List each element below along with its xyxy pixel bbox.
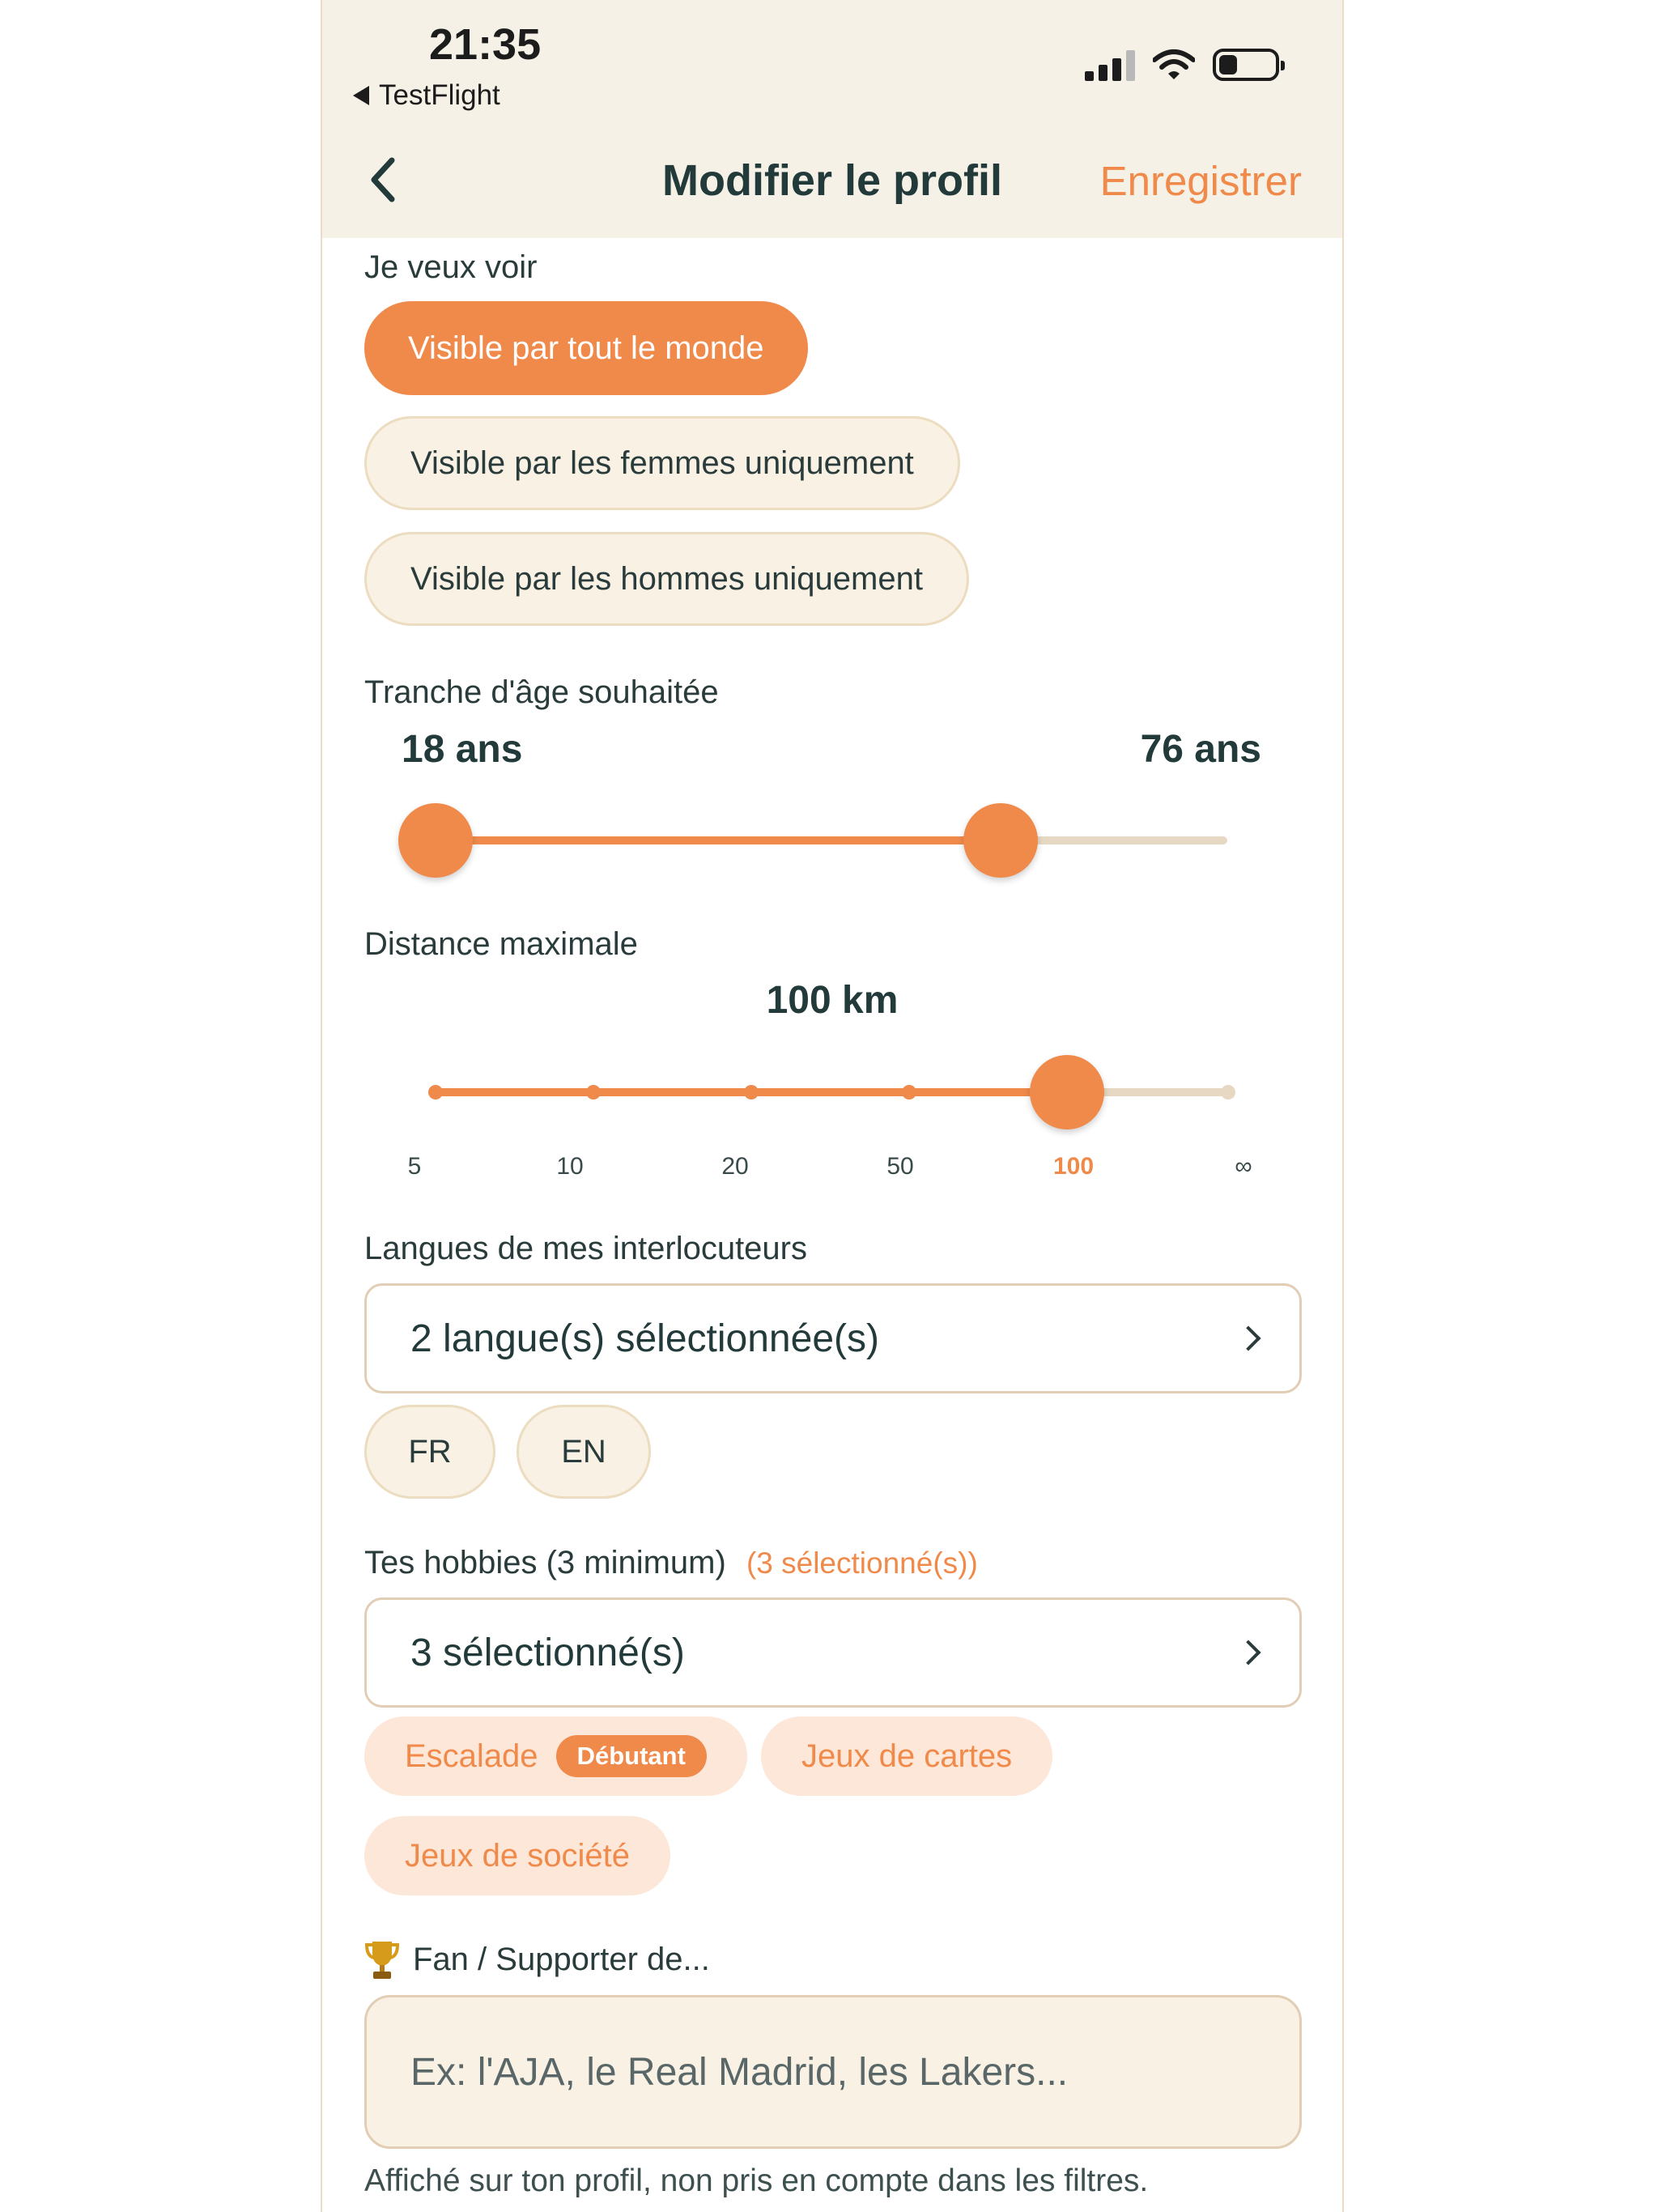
fan-input[interactable]: Ex: l'AJA, le Real Madrid, les Lakers... [364, 1995, 1302, 2149]
distance-tick: 10 [556, 1153, 584, 1180]
back-app-label: TestFlight [379, 79, 500, 111]
distance-step-dot [902, 1085, 916, 1100]
age-slider-range [436, 836, 1001, 844]
chevron-right-icon [1235, 1325, 1261, 1351]
trophy-icon [364, 1938, 400, 1980]
hobbies-summary: 3 sélectionné(s) [410, 1631, 685, 1674]
top-bar [322, 0, 1342, 238]
distance-tick: 20 [721, 1153, 749, 1180]
chevron-right-icon [1235, 1640, 1261, 1665]
languages-label: Langues de mes interlocuteurs [364, 1231, 807, 1266]
visibility-label: Je veux voir [364, 249, 538, 285]
distance-step-dot [586, 1085, 601, 1100]
hobby-name: Jeux de cartes [801, 1738, 1013, 1774]
visibility-option-women[interactable]: Visible par les femmes uniquement [364, 416, 960, 510]
age-label: Tranche d'âge souhaitée [364, 674, 719, 710]
fan-label [364, 1938, 710, 1980]
page-title: Modifier le profil [661, 156, 1002, 205]
status-icons [1085, 49, 1279, 81]
fan-hint: Affiché sur ton profil, non pris en compte dans les filtres. [364, 2163, 1149, 2198]
back-triangle-icon [353, 86, 369, 105]
distance-tick: 50 [886, 1153, 914, 1180]
distance-label: Distance maximale [364, 926, 638, 962]
hobby-name: Escalade [405, 1738, 538, 1774]
status-time: 21:35 [429, 20, 542, 69]
age-max-value: 76 ans [1140, 728, 1261, 771]
distance-value: 100 km [766, 979, 899, 1022]
distance-tick: ∞ [1235, 1153, 1252, 1180]
hobbies-select[interactable] [364, 1597, 1302, 1708]
language-chip-en[interactable]: EN [517, 1405, 651, 1499]
wifi-icon [1153, 49, 1195, 81]
hobby-chip-escalade[interactable] [364, 1716, 747, 1796]
distance-thumb[interactable] [1030, 1055, 1104, 1129]
hobby-level-badge: Débutant [556, 1735, 707, 1777]
languages-summary: 2 langue(s) sélectionnée(s) [410, 1317, 879, 1360]
hobby-chip-jeux-de-societe[interactable] [364, 1816, 670, 1895]
hobbies-count-note: (3 sélectionné(s)) [746, 1546, 978, 1580]
distance-tick-selected: 100 [1052, 1153, 1095, 1180]
save-button[interactable]: Enregistrer [1099, 158, 1302, 204]
phone-screen [321, 0, 1344, 2212]
hobby-chip-jeux-de-cartes[interactable] [761, 1716, 1052, 1796]
age-max-thumb[interactable] [963, 803, 1038, 878]
language-chip-fr[interactable]: FR [364, 1405, 495, 1499]
distance-step-dot [428, 1085, 443, 1100]
age-min-thumb[interactable] [398, 803, 473, 878]
hobby-name: Jeux de société [405, 1837, 630, 1874]
visibility-option-everyone[interactable]: Visible par tout le monde [364, 301, 808, 395]
languages-select[interactable] [364, 1283, 1302, 1393]
visibility-option-men[interactable]: Visible par les hommes uniquement [364, 532, 969, 626]
hobbies-label-text: Tes hobbies (3 minimum) [364, 1545, 726, 1580]
signal-icon [1085, 49, 1135, 81]
fan-label-text: Fan / Supporter de... [413, 1941, 710, 1977]
distance-step-dot [744, 1085, 759, 1100]
back-to-app-link[interactable] [353, 79, 500, 112]
distance-tick: 5 [407, 1153, 422, 1180]
hobbies-label [364, 1545, 978, 1581]
distance-step-dot [1221, 1085, 1235, 1100]
age-min-value: 18 ans [402, 728, 523, 771]
battery-icon [1213, 49, 1279, 81]
